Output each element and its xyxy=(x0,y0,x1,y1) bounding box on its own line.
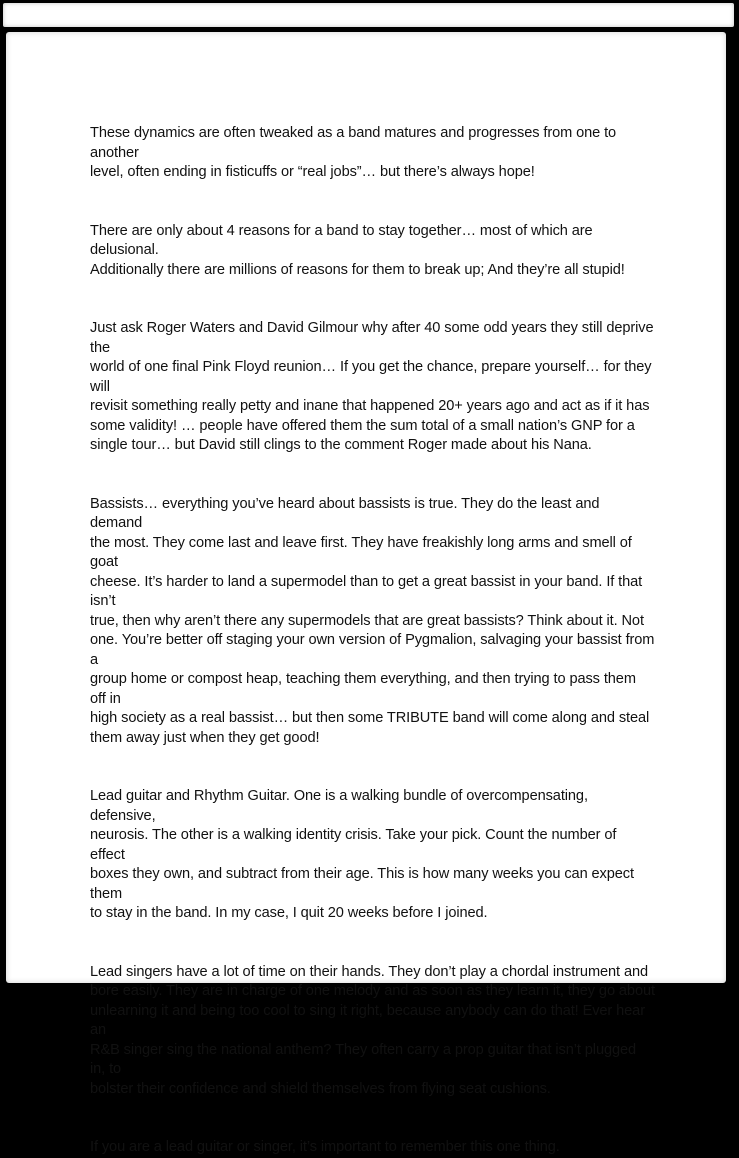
document-text-body xyxy=(90,124,655,1158)
paragraph-bassists: Bassists… everything you’ve heard about bassists is true. They do the least and demand the most. They come last and leave first. They have freakishly long arms and smell of goat cheese. It’s harder to land a supermodel than to get a great bassist in your band. If that isn’t true, then why aren’t there any supermodels that are great bassists? Think about it. Not one. You’re better off staging your own version of Pygmalion, salvaging your bassist from a group home or compost heap, teaching them everything, and then trying to pass them off in high society as a real bassist… but then some TRIBUTE band will come along and steal them away just when they get good! xyxy=(90,495,655,746)
paragraph-guitarists: Lead guitar and Rhythm Guitar. One is a walking bundle of overcompensating, defensive, neurosis. The other is a walking identity crisis. Take your pick. Count the number of effect boxes they own, and subtract from their age. This is how many weeks you can expect them to stay in the band. In my case, I quit 20 weeks before I joined. xyxy=(90,788,634,921)
paragraph-reasons: There are only about 4 reasons for a band to stay together… most of which are delusional. Additionally there are millions of reasons for them to break up; And they’re all stupid! xyxy=(90,222,625,278)
paragraph-remember: If you are a lead guitar or singer, it’s important to remember this one thing. xyxy=(90,1139,560,1155)
paragraph-band-dynamics: These dynamics are often tweaked as a band matures and progresses from one to another level, often ending in fisticuffs or “real jobs”… but there’s always hope! xyxy=(90,125,617,180)
paragraph-pink-floyd: Just ask Roger Waters and David Gilmour why after 40 some odd years they still deprive the world of one final Pink Floyd reunion… If you get the chance, prepare yourself… for they will revisit something really petty and inane that happened 20+ years ago and act as if it has some validity! … people have offered them the sum total of a small nation’s GNP for a single tour… but David still clings to the comment Roger made about his Nana. xyxy=(90,320,654,453)
top-page-strip xyxy=(3,3,734,27)
paragraph-lead-singers: Lead singers have a lot of time on their hands. They don’t play a chordal instrument and bore easily. They are in charge of one melody and as soon as they learn it, they go about unlearning it and being too cool to sing it right, because anybody can do that! Ever hear an R&B singer sing the national anthem? They often carry a prop guitar that isn’t plugged in, to bolster their confidence and shield themselves from flying seat cushions. xyxy=(90,963,655,1097)
